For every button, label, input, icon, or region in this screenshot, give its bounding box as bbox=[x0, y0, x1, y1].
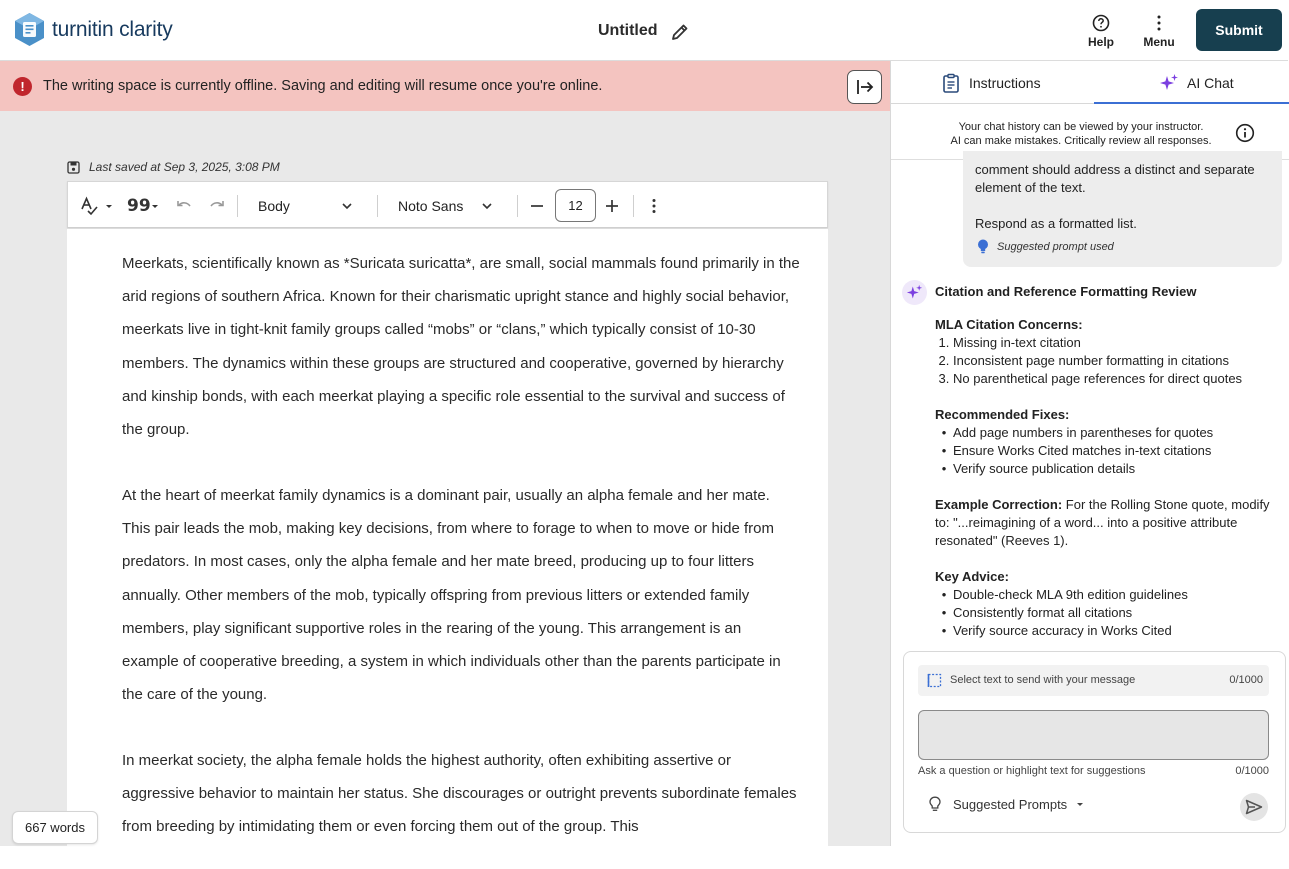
menu-label: Menu bbox=[1143, 35, 1175, 49]
panel-tabs bbox=[891, 61, 1289, 104]
toolbar-divider bbox=[517, 195, 518, 217]
chat-notice-text bbox=[931, 120, 1231, 148]
help-icon bbox=[1092, 14, 1110, 32]
word-count-badge[interactable]: 667 words bbox=[12, 811, 98, 844]
user-message-line: Respond as a formatted list. bbox=[975, 216, 1137, 231]
font-family-value: Noto Sans bbox=[398, 197, 464, 214]
list-item: 1. Missing in-text citation bbox=[953, 334, 1275, 352]
editor-area bbox=[0, 61, 890, 846]
logo-mark-icon bbox=[13, 12, 46, 47]
advice-section bbox=[935, 568, 1275, 640]
offline-message: The writing space is currently offline. Saving and editing will resume once you're online. bbox=[43, 78, 603, 94]
chevron-down-icon bbox=[150, 201, 160, 211]
document-paragraph[interactable]: In meerkat society, the alpha female holds the highest authority, often exhibiting assertive or aggressive behavior to maintain her status. She discourages or outright prevents subordinate females from breeding by intimidating them or even forcing them out of the group. This bbox=[122, 752, 797, 836]
logo-text: turnitin clarity bbox=[52, 17, 173, 41]
document-title[interactable]: Untitled bbox=[598, 22, 658, 39]
collapse-panel-icon bbox=[855, 78, 875, 96]
minus-icon bbox=[530, 199, 544, 213]
example-heading: Example Correction: bbox=[935, 497, 1063, 512]
font-family-select[interactable] bbox=[398, 182, 498, 229]
active-tab-indicator bbox=[1094, 102, 1289, 104]
paragraph-style-select[interactable] bbox=[258, 182, 358, 229]
toolbar-divider bbox=[377, 195, 378, 217]
user-message-line: comment should address a distinct and separate bbox=[975, 162, 1255, 177]
send-icon bbox=[1245, 798, 1263, 816]
example-text: For the Rolling Stone quote, modify to: "...reimagining of a word... into a positive attribute resonated" (Reeves 1). bbox=[935, 497, 1270, 548]
offline-banner bbox=[0, 61, 890, 111]
last-saved-text: Last saved at Sep 3, 2025, 3:08 PM bbox=[89, 160, 280, 174]
kebab-icon bbox=[1150, 14, 1168, 32]
chat-composer bbox=[903, 651, 1286, 833]
redo-button[interactable] bbox=[207, 182, 227, 229]
document-paragraph[interactable]: Meerkats, scientifically known as *Suricata suricatta*, are small, social mammals found primarily in the arid regions of southern Africa. Known for their charismatic upright stance and highly social behavior, meerkats live in tight-knit family groups called “mobs” or “clans,” which typically consist of 10-30 members. The dynamics within these groups are structured and cooperative, governed by hierarchy and kinship bonds, with each meerkat playing a specific role essential to the survival and success of the group. bbox=[122, 255, 800, 439]
example-section bbox=[935, 496, 1275, 550]
decrease-font-button[interactable] bbox=[530, 182, 544, 229]
toolbar-divider bbox=[633, 195, 634, 217]
chat-messages[interactable] bbox=[891, 161, 1289, 649]
tab-ai-chat-label: AI Chat bbox=[1187, 74, 1234, 91]
info-icon[interactable] bbox=[1235, 123, 1255, 143]
plus-icon bbox=[605, 199, 619, 213]
suggested-prompts-label: Suggested Prompts bbox=[953, 796, 1068, 812]
editor-toolbar bbox=[67, 181, 828, 228]
alert-icon: ! bbox=[13, 77, 32, 96]
sparkle-icon bbox=[1159, 73, 1179, 93]
ai-avatar bbox=[902, 280, 927, 305]
selected-text-row[interactable] bbox=[918, 665, 1269, 696]
chevron-down-icon bbox=[1075, 799, 1085, 809]
list-item: 3. No parenthetical page references for direct quotes bbox=[953, 370, 1275, 388]
message-char-count: 0/1000 bbox=[1235, 765, 1269, 777]
save-icon bbox=[67, 161, 80, 174]
selected-text-placeholder: Select text to send with your message bbox=[950, 674, 1136, 686]
document-paragraph[interactable]: At the heart of meerkat family dynamics is a dominant pair, usually an alpha female and her mate. This pair leads the mob, making key decisions, from where to forage to when to move or hide from predators. In most cases, only the alpha female and her mate breed, producing up to four litters annually. Other members of the mob, typically offspring from previous litters or extended family members, play significant supportive roles in the rearing of the young. This arrangement is an example of cooperative breeding, a system in which individuals other than the parents participate in the care of the young. bbox=[122, 487, 781, 704]
notice-line-1: Your chat history can be viewed by your instructor. bbox=[958, 121, 1204, 133]
concerns-heading: MLA Citation Concerns: bbox=[935, 317, 1083, 332]
ai-response-title: Citation and Reference Formatting Review bbox=[935, 284, 1197, 299]
increase-font-button[interactable] bbox=[605, 182, 619, 229]
undo-icon bbox=[174, 196, 194, 216]
advice-heading: Key Advice: bbox=[935, 569, 1009, 584]
spellcheck-icon bbox=[80, 196, 100, 216]
help-label: Help bbox=[1087, 35, 1114, 49]
send-button[interactable] bbox=[1240, 793, 1268, 821]
tab-ai-chat[interactable] bbox=[1159, 61, 1234, 104]
concerns-section bbox=[935, 316, 1275, 388]
message-hint: Ask a question or highlight text for suggestions bbox=[918, 765, 1146, 777]
list-item: 2. Inconsistent page number formatting in citations bbox=[953, 352, 1275, 370]
chevron-down-icon bbox=[481, 200, 493, 212]
collapse-panel-button[interactable] bbox=[847, 70, 882, 104]
quote-icon bbox=[126, 195, 151, 216]
clipboard-icon bbox=[941, 73, 961, 93]
spellcheck-button[interactable] bbox=[80, 182, 114, 229]
list-item: • Add page numbers in parentheses for quotes bbox=[935, 424, 1275, 442]
list-item: • Double-check MLA 9th edition guidelines bbox=[935, 586, 1275, 604]
redo-icon bbox=[207, 196, 227, 216]
select-region-icon bbox=[927, 673, 942, 688]
kebab-icon bbox=[650, 198, 658, 214]
toolbar-divider bbox=[237, 195, 238, 217]
list-item: • Verify source accuracy in Works Cited bbox=[935, 622, 1275, 640]
user-message bbox=[963, 151, 1282, 267]
list-item: • Ensure Works Cited matches in-text citations bbox=[935, 442, 1275, 460]
tab-instructions[interactable] bbox=[941, 61, 1041, 104]
prompt-used-label: Suggested prompt used bbox=[997, 240, 1114, 253]
user-message-line: element of the text. bbox=[975, 180, 1086, 195]
lightbulb-icon bbox=[977, 239, 989, 254]
more-options-button[interactable] bbox=[650, 182, 658, 229]
suggested-prompts-button[interactable] bbox=[928, 796, 1096, 812]
menu-button[interactable] bbox=[1139, 14, 1179, 49]
sparkle-icon bbox=[906, 284, 923, 301]
citation-button[interactable] bbox=[126, 182, 160, 229]
paragraph-style-value: Body bbox=[258, 197, 290, 214]
chevron-down-icon bbox=[104, 201, 114, 211]
chevron-down-icon bbox=[341, 200, 353, 212]
font-size-input[interactable]: 12 bbox=[555, 189, 596, 222]
document-page[interactable] bbox=[67, 229, 828, 869]
list-item: • Consistently format all citations bbox=[935, 604, 1275, 622]
selected-text-count: 0/1000 bbox=[1229, 674, 1263, 686]
suggested-prompt-used-tag bbox=[977, 239, 1114, 254]
help-button[interactable] bbox=[1085, 14, 1117, 49]
message-input[interactable] bbox=[918, 710, 1269, 760]
assistant-panel bbox=[890, 61, 1288, 846]
fixes-section bbox=[935, 406, 1275, 478]
last-saved-status bbox=[67, 160, 280, 174]
svg-text:99: 99 bbox=[127, 195, 151, 216]
lightbulb-icon bbox=[928, 796, 942, 812]
pencil-icon[interactable] bbox=[670, 22, 690, 42]
submit-button[interactable]: Submit bbox=[1196, 9, 1282, 51]
notice-line-2: AI can make mistakes. Critically review all responses. bbox=[950, 135, 1212, 147]
undo-button[interactable] bbox=[174, 182, 194, 229]
app-header bbox=[0, 0, 1288, 61]
tab-instructions-label: Instructions bbox=[969, 74, 1041, 91]
logo[interactable] bbox=[13, 12, 173, 47]
ai-response-body bbox=[935, 316, 1275, 658]
fixes-heading: Recommended Fixes: bbox=[935, 407, 1070, 422]
list-item: • Verify source publication details bbox=[935, 460, 1275, 478]
